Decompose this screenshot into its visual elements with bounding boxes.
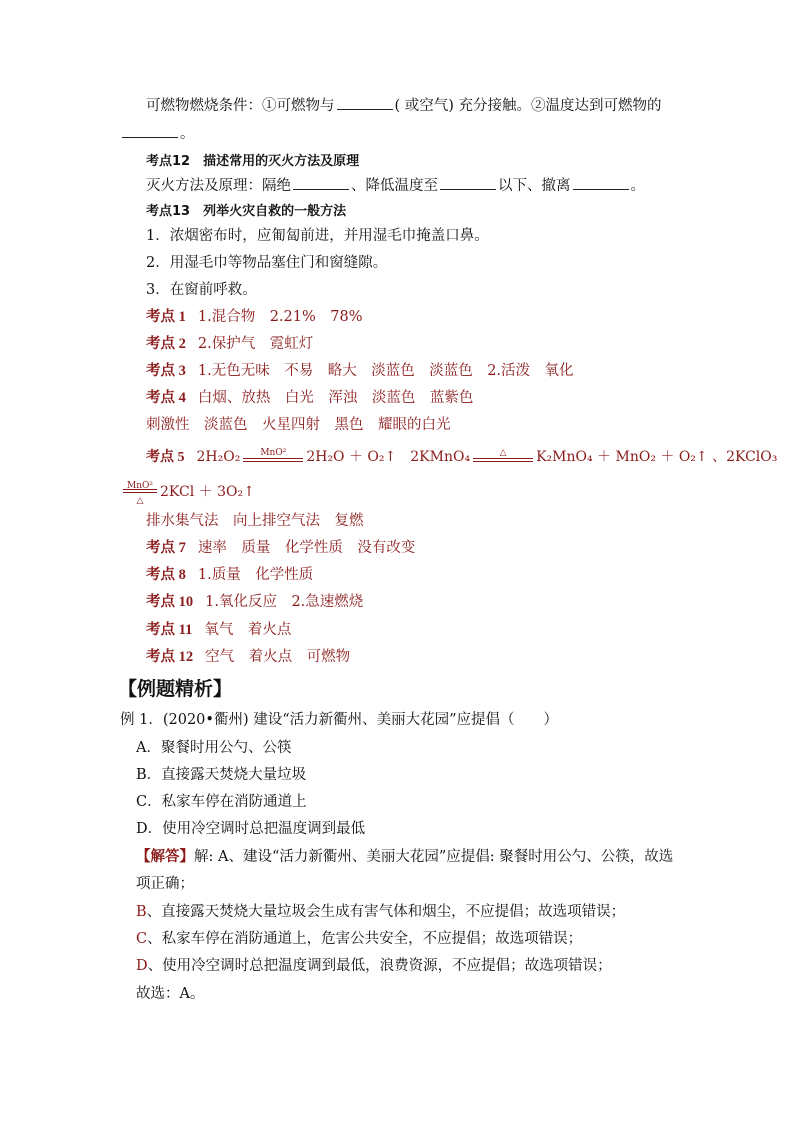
answer-tag: 【解答】 <box>136 848 194 865</box>
reaction-condition-arrow: MnO² <box>243 448 303 468</box>
fire-extinguish-line: 灭火方法及原理：隔绝 、降低温度至 以下、撤离 。 <box>146 175 645 196</box>
answer-kp4-continued: 刺激性 淡蓝色 火星四射 黑色 耀眼的白光 <box>146 417 451 433</box>
option-d: D．使用冷空调时总把温度调到最低 <box>136 821 366 837</box>
answer-explanation-line-1: 【解答】解: A、建设“活力新衢州、美丽大花园”应提倡: 聚餐时用公勺、公筷，故选 <box>136 848 674 865</box>
list-item: 3．在窗前呼救。 <box>146 282 257 298</box>
answer-kp6: 排水集气法 向上排空气法 复燃 <box>146 513 364 529</box>
reaction-condition-arrow: △ <box>473 448 533 468</box>
answer-explanation-b: B、直接露天焚烧大量垃圾会生成有害气体和烟尘，不应提倡；故选项错误； <box>136 904 626 920</box>
fill-blank <box>293 175 349 190</box>
answer-kp3: 考点 3 1.无色无味 不易 略大 淡蓝色 淡蓝色 2.活泼 氧化 <box>146 363 574 379</box>
fill-blank <box>122 123 178 138</box>
answer-kp5-equation-3: MnO² △ 2KCl ＋ 3O₂↑ <box>120 482 255 502</box>
answer-explanation-d: D、使用冷空调时总把温度调到最低，浪费资源，不应提倡；故选项错误； <box>136 958 612 974</box>
option-c: C．私家车停在消防通道上 <box>136 794 307 810</box>
answer-kp4: 考点 4 白烟、放热 白光 浑浊 淡蓝色 蓝紫色 <box>146 390 474 406</box>
section-title-kp13: 考点13 列举火灾自救的一般方法 <box>146 204 347 219</box>
final-answer: 故选：A。 <box>136 986 205 1002</box>
option-b: B．直接露天焚烧大量垃圾 <box>136 767 307 783</box>
answer-explanation-c: C、私家车停在消防通道上，危害公共安全，不应提倡；故选项错误； <box>136 931 583 947</box>
question-text: 例 1．(2020•衢州) 建设“活力新衢州、美丽大花园”应提倡（ ） <box>120 712 559 728</box>
fill-blank <box>573 175 629 190</box>
option-a: A．聚餐时用公勺、公筷 <box>136 740 292 756</box>
answer-kp10: 考点 10 1.氧化反应 2.急速燃烧 <box>146 594 364 610</box>
fill-blank <box>337 95 393 110</box>
answer-kp12: 考点 12 空气 着火点 可燃物 <box>146 649 351 665</box>
section-title-kp12: 考点12 描述常用的灭火方法及原理 <box>146 154 360 169</box>
combustion-condition-line-2: 。 <box>120 123 195 144</box>
fill-blank <box>440 175 496 190</box>
answer-kp2: 考点 2 2.保护气 霓虹灯 <box>146 336 314 352</box>
combustion-condition-line: 可燃物燃烧条件：①可燃物与 ( 或空气) 充分接触。②温度达到可燃物的 <box>146 95 662 116</box>
answer-kp5-equations: 考点 5 2H₂O₂ MnO² 2H₂O ＋ O₂↑ 2KMnO₄ △ K₂MnO₄ ＋ MnO₂ ＋ O₂↑ 、2KClO₃ <box>146 447 777 468</box>
answer-kp7: 考点 7 速率 质量 化学性质 没有改变 <box>146 540 416 556</box>
answer-kp11: 考点 11 氧气 着火点 <box>146 622 292 638</box>
section-heading: 【例题精析】 <box>118 678 233 700</box>
list-item: 2．用湿毛巾等物品塞住门和窗缝隙。 <box>146 255 388 271</box>
answer-explanation-line-2: 项正确； <box>136 876 194 892</box>
reaction-condition-arrow: MnO² △ <box>123 482 157 502</box>
list-item: 1．浓烟密布时，应匍匐前进，并用湿毛巾掩盖口鼻。 <box>146 228 489 244</box>
answer-kp8: 考点 8 1.质量 化学性质 <box>146 567 314 583</box>
answer-kp1: 考点 1 1.混合物 2.21% 78% <box>146 309 363 325</box>
